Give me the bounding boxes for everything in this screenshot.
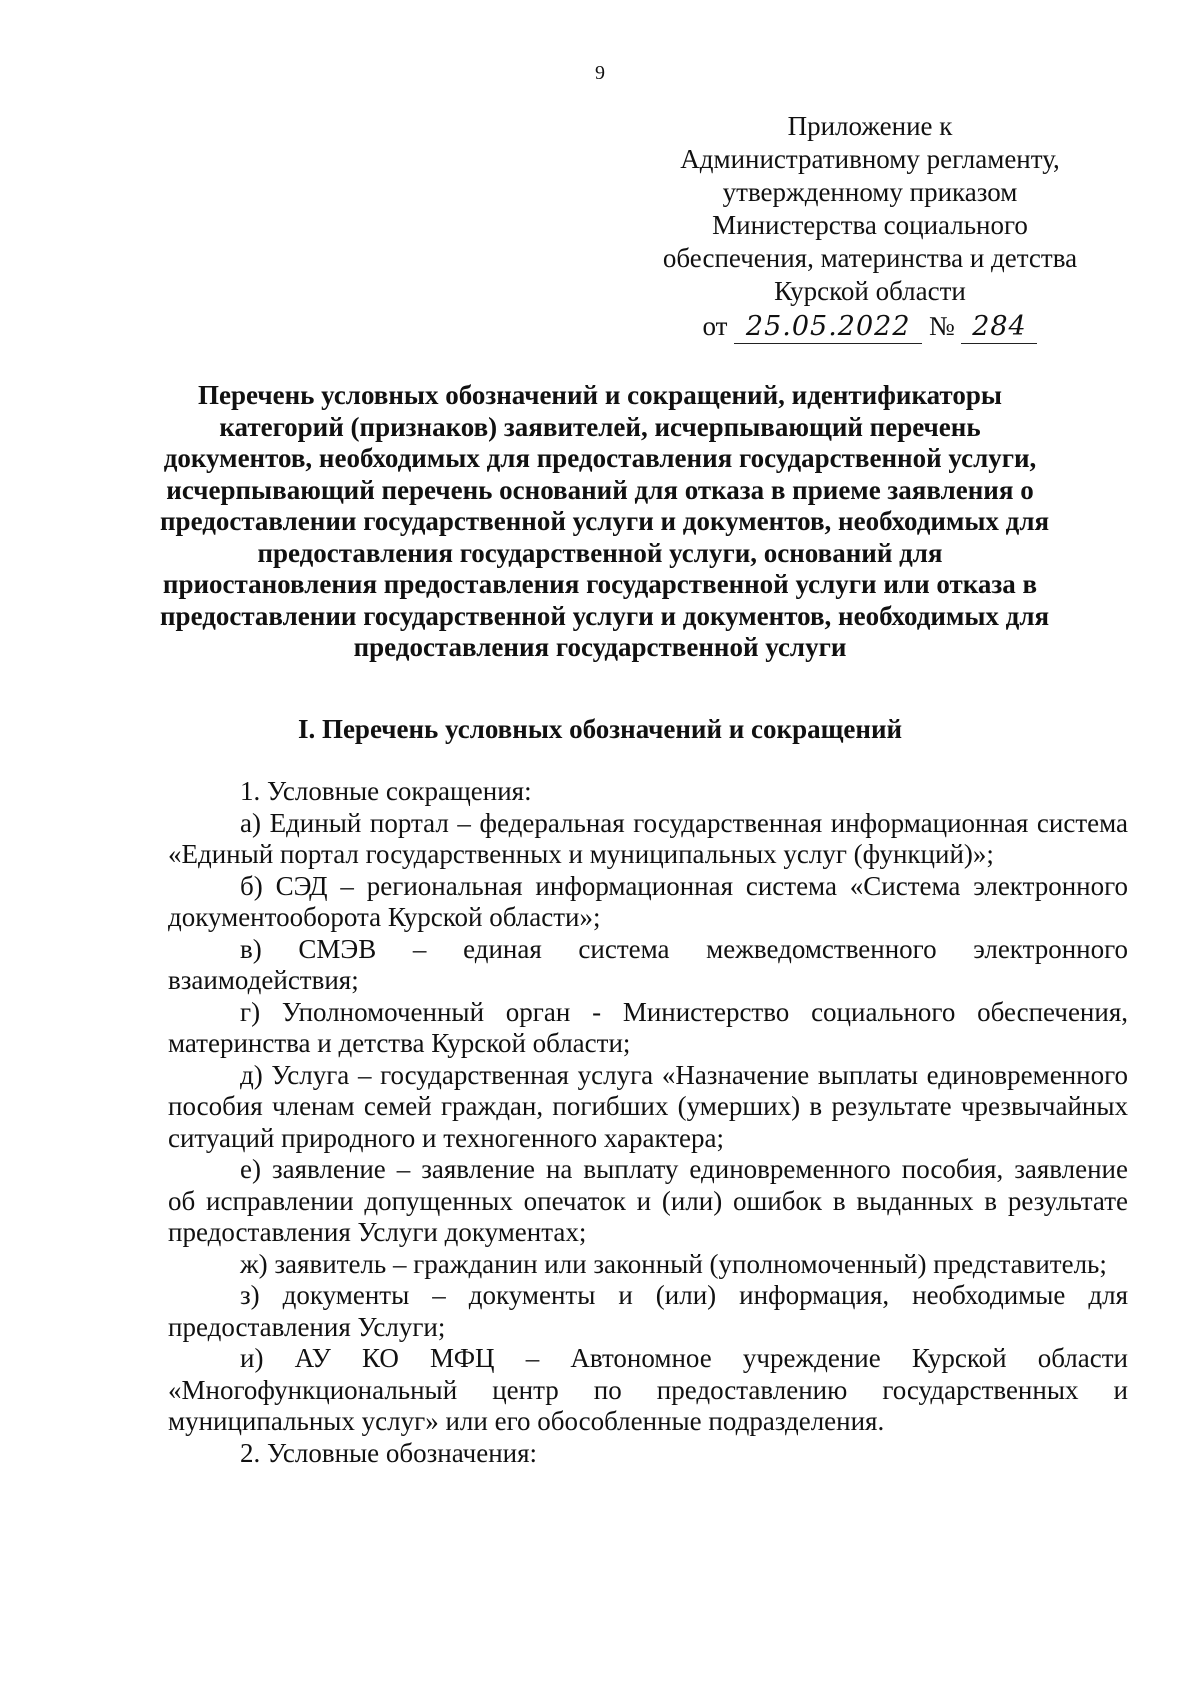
title-line: предоставлении государственной услуги и документов, необходимых для	[160, 506, 1050, 536]
document-title	[160, 380, 1050, 664]
paragraph-item-a: а) Единый портал – федеральная государственная информационная система «Единый портал государственных и муниципальных услуг (функций)»;	[168, 807, 1128, 869]
title-line: приостановления предоставления государственной услуги или отказа в	[162, 569, 1038, 599]
title-line: предоставления государственной услуги, оснований для	[257, 537, 943, 568]
approval-line: Министерства социального	[712, 210, 1028, 240]
title-line: предоставления государственной услуги	[353, 632, 847, 662]
paragraph-item-d: д) Услуга – государственная услуга «Назначение выплаты единовременного пособия членам семей граждан, погибших (умерших) в результате чрезвычайных ситуаций природного и техногенного характера;	[168, 1059, 1128, 1153]
paragraph-item-i: и) АУ КО МФЦ – Автономное учреждение Курской области «Многофункциональный центр по предоставлению государственных и муниципальных услуг» или его обособленные подразделения.	[168, 1343, 1128, 1436]
approval-date-line	[640, 310, 1100, 344]
date-prefix: от	[702, 311, 728, 341]
approval-block	[640, 110, 1100, 344]
approval-line: Административному регламенту,	[680, 144, 1060, 174]
handwritten-date: 25.05.2022	[734, 310, 922, 344]
paragraph-item-g: г) Уполномоченный орган - Министерство социального обеспечения, материнства и детства Курской области;	[168, 996, 1128, 1058]
title-line: документов, необходимых для предоставления государственной услуги,	[163, 443, 1037, 473]
paragraph-abbreviations-intro: 1. Условные сокращения:	[240, 776, 532, 806]
approval-line: утвержденному приказом	[722, 177, 1018, 207]
title-line: Перечень условных обозначений и сокращений, идентификаторы	[198, 380, 1002, 410]
paragraph-symbols-intro: 2. Условные обозначения:	[240, 1437, 538, 1468]
title-line: исчерпывающий перечень оснований для отказа в приеме заявления о	[166, 474, 1034, 505]
paragraph-item-zh: ж) заявитель – гражданин или законный (уполномоченный) представитель;	[240, 1248, 1107, 1279]
approval-line: Курской области	[774, 276, 966, 306]
section-heading: I. Перечень условных обозначений и сокращений	[297, 714, 903, 744]
paragraph-item-b: б) СЭД – региональная информационная система «Система электронного документооборота Курской области»;	[168, 870, 1128, 932]
page-number: 9	[595, 62, 605, 84]
approval-line: Приложение к	[787, 111, 953, 141]
title-line: категорий (признаков) заявителей, исчерпывающий перечень	[219, 411, 981, 442]
paragraph-item-v: в) СМЭВ – единая система межведомственного электронного взаимодействия;	[168, 933, 1128, 995]
number-sign: №	[928, 311, 955, 341]
paragraph-item-e: е) заявление – заявление на выплату единовременного пособия, заявление об исправлении допущенных опечаток и (или) ошибок в выданных в результате предоставления Услуги документах;	[168, 1154, 1128, 1247]
paragraph-item-z: з) документы – документы и (или) информация, необходимые для предоставления Услуги;	[168, 1280, 1128, 1342]
title-line: предоставлении государственной услуги и документов, необходимых для	[160, 600, 1050, 631]
approval-line: обеспечения, материнства и детства	[662, 243, 1078, 273]
body-text	[168, 776, 1128, 1469]
handwritten-number: 284	[961, 310, 1037, 344]
